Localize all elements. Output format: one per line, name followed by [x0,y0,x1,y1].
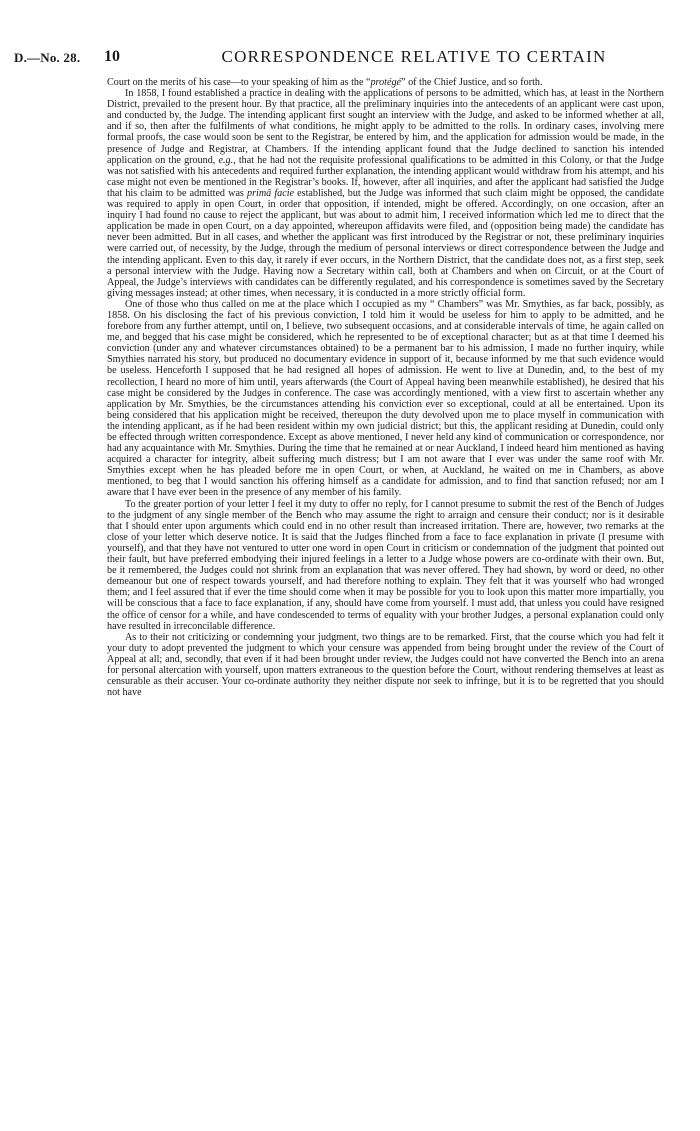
paragraph [107,499,664,632]
paragraph [107,77,664,88]
text-run: , that he had not the requisite professional qualifications to be admitted in this Colony, or that the Judge was not satisfied with his antecedents and required further explanation, the intending applicant would withdraw from his attempt, and his case might not even be mentioned in the Registrar’s books. If, however, after all inquiries, and after the applicant had satisfied the Judge that his claim to be admitted was [107,154,664,199]
page-header [8,46,692,68]
running-title: CORRESPONDENCE RELATIVE TO CERTAIN [221,47,607,66]
italic-run: primâ facie [247,187,295,199]
paragraph [107,632,664,699]
text-run: Court on the merits of his case—to your speaking of him as the “ [107,77,371,88]
text-run: ” of the Chief Justice, and so forth. [401,77,543,88]
text-run: As to their not criticizing or condemning your judgment, two things are to be remarked. First, that the course which you had felt it your duty to adopt prevented the judgment to which your censure was appended from being brought under the review of the Court of Appeal at all; and, secondly, that even if it had been brought under review, the Judges could not have converted the Bench into an arena for personal altercation with yourself, upon matters extraneous to the question before the Court, without rendering themselves at least as censurable as their accuser. Your co-ordinate authority they neither dispute nor seek to infringe, but it is to be regretted that you should not have [107,631,664,699]
text-run: To the greater portion of your letter I feel it my duty to offer no reply, for I cannot presume to submit the rest of the Bench of Judges to the judgment of any single member of the Bench who may assume the right to arraign and censure their conduct; nor is it desirable that I should enter upon arguments which could end in no other result than increased irritation. There are, however, two remarks at the close of your letter which deserve notice. It is said that the Judges flinched from a face to face explanation in private (I presume with yourself), and that they have not ventured to utter one word in open Court in criticism or condemnation of the judgment that pointed out their fault, but have preferred embodying their injured feelings in a letter to a Judge whose powers are co-ordinate with their own. But, be it remembered, the Judges could not shrink from an explanation that was never offered. They had shown, by word or deed, no other demeanour but one of respect towards yourself, and had therefore nothing to explain. They felt that it was yourself who had wronged them; and I feel assured that if ever the time should come when it may be possible for you to look upon this matter more impartially, you will be conscious that a face to face explanation, if any, should have come from yourself. I must add, that unless you could have resigned the office of censor for a while, and have condescended to terms of equality with your brother Judges, a personal explanation could only have resulted in irreconcilable difference. [107,498,664,632]
italic-run: e.g. [218,154,234,166]
text-run: In 1858, I found established a practice in dealing with the applications of persons to be admitted, which has, at least in the Northern District, prevailed to the present hour. By that practice, all the preliminary inquiries into the antecedents of an applicant were cast upon, and conducted by, the Judge. The intending applicant first sought an interview with the Judge, and asked to be informed whether at all, and if so, then after the fulfilments of what conditions, he might apply to be admitted to the rolls. In ordinary cases, involving mere formal proofs, the case would soon be sent to the Registrar, be entered by him, and the application for admission would be made, in the presence of Judge and Registrar, at Chambers. If the intending applicant found that the Judge declined to sanction his intended application on the ground, [107,88,664,166]
italic-run: protégé [370,77,402,88]
text-run: One of those who thus called on me at the place which I occupied as my “ Chambers” was Mr. Smythies, as far back, possibly, as 1858. On his disclosing the fact of his previous conviction, I told him it would be useless for him to apply to be admitted, and he forebore from any further attempt, until on, I believe, two subsequent occasions, and at considerable intervals of time, he again called on me, and begged that his case might be considered, which he represented to be of exceptional character; but as at that time I deemed his conviction (under any and whatever circumstances obtained) to be a permanent bar to his admission, I made no further inquiry, while Smythies narrated his story, but produced no documentary evidence in support of it, because informed by me that such evidence would be useless. Henceforth I supposed that he had resigned all hopes of admission. He went to live at Dunedin, and, to the best of my recollection, I heard no more of him until, years afterwards (the Court of Appeal having been meanwhile established), he desired that his case might be considered by the Judges in conference. The case was accordingly mentioned, with a view first to ascertain whether any application by Mr. Smythies, be the circumstances attending his conviction ever so exceptional, could at all be entertained. Upon its being considered that his application might be received, thereupon the duty devolved upon me to place myself in communication with the intending applicant, as if he had been resident within my own judicial district; but this, the applicant residing at Dunedin, could only be effected through written correspondence. Except as above mentioned, I never held any kind of communication or correspondence, nor had any acquaintance with Mr. Smythies. During the time that he remained at or near Auckland, I indeed heard him mentioned as having acquired a character for integrity, albeit suffering much distress; but I am not aware that I ever was under the same roof with Mr. Smythies except when he has pleaded before me in open Court, or when, at Auckland, he waited on me in Chambers, as above mentioned, to beg that I would sanction his offering himself as a candidate for admission, and to find that sanction refused; nor am I aware that I have ever been in the presence of any member of his family. [107,298,664,499]
page-number: 10 [104,48,120,65]
document-body [107,77,664,698]
paragraph [107,299,664,499]
text-run: established, but the Judge was informed that such claim might be opposed, the candidate was required to apply in open Court, in order that opposition, if intended, might be offered. Accordingly, on one occasion, after an inquiry I had found no cause to reject the applicant, but was about to admit him, I received information which led me to direct that the application be made in open Court, on a day appointed, whereupon affidavits were filed, and (opposition being made) the candidate has never been admitted. But in all cases, and whether the applicant was first introduced by the Registrar or not, these preliminary inquiries were carried out, of necessity, by the Judge, through the medium of personal interviews or direct correspondence between the Judge and the intending applicant. Even to this day, it rarely if ever occurs, in the Northern District, that the candidate does not, as a first step, seek a personal interview with the Judge. Having now a Secretary within call, both at Chambers and when on Circuit, or at the Court of Appeal, the Judge’s interviews with candidates can be differently regulated, and his correspondence is sometimes saved by the Secretary giving messages instead; at other times, when necessary, it is conducted in a more strictly official form. [107,187,664,299]
paragraph [107,88,664,299]
document-reference: D.—No. 28. [14,50,81,65]
